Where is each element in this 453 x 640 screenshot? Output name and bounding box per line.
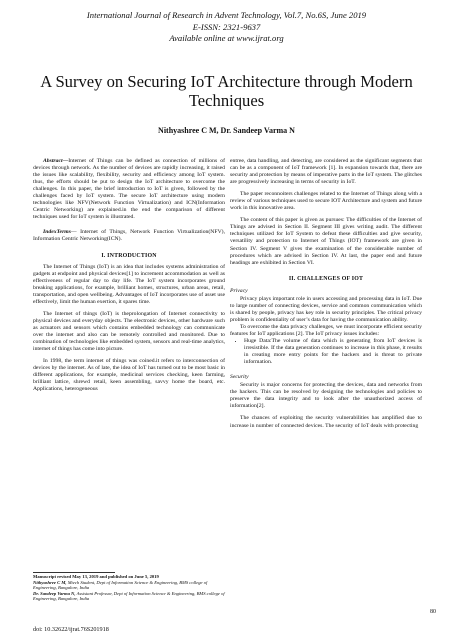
left-column (33, 158, 225, 393)
footnote-divider (33, 572, 115, 573)
right-paragraph-2: The paper reconnoiters challenges related to the Internet of Things along with a review of various techniques used to secure IOT Architecture and system and future work in this innovative area. (230, 191, 422, 212)
subsection-heading-privacy: Privacy (230, 287, 248, 294)
abstract-paragraph (33, 158, 225, 221)
privacy-paragraph-1: Privacy plays important role in users accessing and processing data in IoT. Due to large number of connecting devices, service and common communication which is shared by people, privacy has key role in security principles. The critical privacy problem is confidentiality of user’s data for having the communication ability. (230, 295, 422, 323)
page-number: 80 (430, 609, 436, 615)
author-names: Nithyashree C M, Dr. Sandeep Varma N (158, 126, 295, 135)
manuscript-dates: Manuscript revised May 13, 2019 and published on June 5, 2019 (33, 574, 159, 579)
right-column (230, 158, 422, 430)
journal-header (0, 10, 453, 45)
index-terms-paragraph (33, 229, 225, 243)
privacy-issues-list (230, 338, 422, 366)
footnote-author-2-name: Dr. Sandeep Varma N, (33, 590, 76, 596)
author-affiliation-1 (33, 580, 225, 591)
security-paragraph-2: The chances of exploiting the security vulnerabilities has amplified due to increase in number of connected devices. The security of IoT deals with protecting (230, 415, 422, 429)
footnote-author-2-affiliation: Assistant Professor, Dept of Information Science & Engineering, BMS college of Engineering, Bangalore, India (33, 590, 225, 602)
doi: doi: 10.32622/ijrat.76S201918 (33, 626, 109, 633)
intro-paragraph-2: The Internet of things (IoT) is theprolongation of Internet connectivity to physical devices and everyday objects. The electronic devices, other hardware such as actuators and sensors which contains embedded technology can communicate over the internet and also can be remotely controlled and monitored. Due to combination of technologies like embedded system, sensors and real-time analytics, internet of things has come into picture. (33, 310, 225, 353)
journal-name: International Journal of Research in Advent Technology, Vol.7, No.6S, June 2019 (86, 10, 367, 20)
index-terms-label: IndexTerms (43, 229, 71, 236)
index-terms-text: — Internet of Things, Network Function Virtualization(NFV), Information Centric Networking(ICN). (33, 229, 225, 243)
abstract-label: Abstract— (43, 158, 69, 164)
security-paragraph-1: Security is major concerns for protecting the devices, data and networks from the hackers. This can be resolved by designing the technologies and policies to preserve the data integrity and to look after the unauthorized access of information[2]. (230, 382, 422, 410)
abstract-text: Internet of Things can be defined as connection of millions of devices through network. As the number of devices are rapidly increasing, it raised the issues like scalability, flexibility, security and efficiency among IoT system. thus, the efforts should be put to design the IoT architecture to overcome the challenges. In this paper, the brief introduction to IoT is given, followed by the challenges faced by IoT system. The secure IoT architecture using modern technologies like NFV(Network Function Virtualization) and ICN(Information Centric Networking) are explained.in the end the comparison of different techniques used for IoT system is illustrated. (33, 158, 225, 221)
subsection-heading-security: Security (230, 374, 249, 381)
footnote-author-1-name: Nithyashree C M, (33, 579, 67, 585)
footnotes (33, 574, 225, 602)
section-heading-challenges: II. CHALLENGES OF IOT (288, 275, 364, 282)
journal-website: Available online at www.ijrat.org (169, 33, 284, 43)
privacy-issue-huge-data: • Huge Data:The volume of data which is generating from IoT devices is irresistible. If the data generation continues to increase in this phase, it results in creating more entry points for the hackers and is threat to private information. (244, 338, 422, 366)
journal-issn: E-ISSN: 2321-9637 (192, 21, 261, 32)
paper-title: A Survey on Securing IoT Architecture through Modern Techniques (40, 72, 413, 110)
right-paragraph-1: entree, data handling, and detecting, are considered as the significant segments that can be as a component of IoT framework [1]. In expansion towards that, there are security and protection by means of imperative parts in the IoT system. The glitches are progressively increasing in terms of security in IoT. (230, 158, 422, 186)
privacy-paragraph-2: To overcome the data privacy challenges, we must incorporate efficient security features for IoT applications [2]. The IoT privacy issues includes: (230, 323, 422, 337)
right-paragraph-3: The content of this paper is given as pursues: The difficulties of the Internet of Things are advised in Section II. Segment III gives writing audit. The different techniques utilized for IoT System to defeat these difficulties and give security, versatility and protection to Internet of Things (IOT) framework are given in Section IV. Segment V gives the examination of the considerable number of procedures which are advised in Section IV. At last, the paper end and future headings are exhibited in Section VI. (230, 217, 422, 266)
section-heading-introduction: I. INTRODUCTION (101, 252, 157, 259)
intro-paragraph-1: The Internet of Things (IoT) is an idea that includes systems administration of gadgets at endpoint and physical devices[1] to increment accommodation as well as effectiveness of regular day to day life. The IoT system incorporates ground breaking applications, for example, brilliant homes, structures, urban areas, retail, transportation, and open wellbeing. Advantages of IoT incorporates use of asset use effectively, limit the human exertion, it spares time. (33, 263, 225, 305)
author-affiliation-2 (33, 591, 225, 602)
footnote-author-1-affiliation: Mtech Student, Dept of Information Science & Engineering, BMS college of Engineering, Bangalore, India (33, 579, 208, 591)
intro-paragraph-3: In 1998, the term internet of things was coined.it refers to interconnection of devices by the internet. As of late, the idea of IoT has turned out to be most basic in different applications, for example, medicinal services checking, keen farming, brilliant lattice, shrewd retail, keen assembling, savvy home the board, etc. Applications, heterogeneous (33, 358, 225, 393)
